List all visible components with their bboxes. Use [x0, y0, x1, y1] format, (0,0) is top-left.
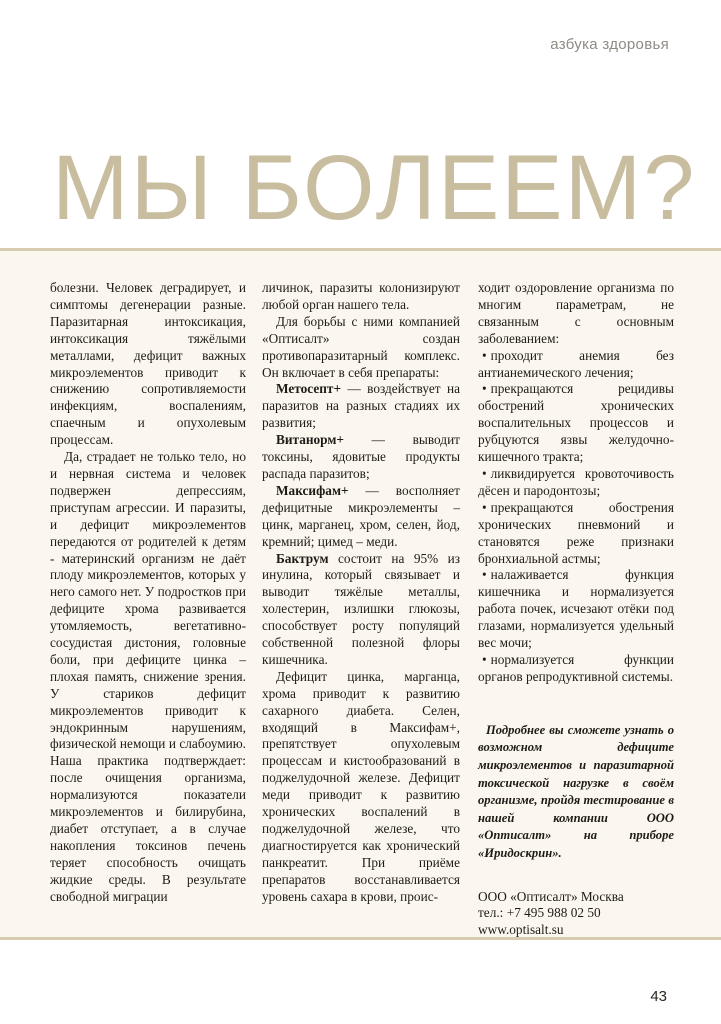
list-item [478, 500, 674, 568]
product-description: — воздействует на паразитов на разных стадиях их развития; [262, 381, 460, 431]
contact-phone: тел.: +7 495 988 02 50 [478, 905, 601, 921]
list-item-text: налаживается функция кишечника и нормализуется работа почек, исчезают отёки под глазами, нормализуется удельный вес мочи; [478, 567, 674, 651]
paragraph: болезни. Человек деградирует, и симптомы дегенерации разные. Паразитарная интоксикация, интоксикация тяжёлыми металлами, дефицит важных микроэлементов приводит к снижению сопротивляемости инфекциям, воспалениям, спаечным и опухолевым процессам. [50, 280, 246, 448]
contact-company: ООО «Оптисалт» Москва [478, 888, 624, 904]
list-item-text: проходит анемия без антианемического лечения; [478, 347, 674, 380]
product-description: состоит на 95% из инулина, который связывает и выводит тяжёлые металлы, холестерин, излишки глюкозы, способствует росту популяций собственной полезной флоры кишечника. [262, 550, 460, 667]
product-baktrum [262, 551, 460, 669]
paragraph: Да, страдает не только тело, но и нервная система и человек подвержен депрессиям, приступам агрессии. И паразиты, и дефицит микроэлементов передаются от родителей к детям - материнский организм не даёт плоду микроэлементов, которых у него самого нет. У подростков при дефиците хрома развивается утомляемость, вегетативно-сосудистая дистония, головные боли, при дефиците цинка – плохая память, снижение зрения. У стариков дефицит микроэлементов приводит к эндокринным нарушениям, физической немощи и слабоумию. Наша практика подтверждает: после очищения организма, нормализуются показатели микроэлементов и билирубина, диабет отступает, а в случае накопления токсинов печень теряет способность очищать жидкие среды. В результате свободной миграции [50, 449, 246, 904]
list-item [478, 348, 674, 382]
list-item [478, 381, 674, 466]
list-item-text: прекращаются обострения хронических пневмоний и становятся реже признаки бронхиальной астмы; [478, 499, 674, 566]
paragraph: ходит оздоровление организма по многим параметрам, не связанным с основным заболеванием: [478, 280, 674, 346]
product-description: — восполняет дефицитные микроэлементы – цинк, марганец, хром, селен, йод, кремний; цимед – меди. [262, 482, 460, 549]
product-name: Максифам+ [276, 482, 349, 498]
list-item [478, 466, 674, 500]
page-number: 43 [650, 988, 667, 1005]
bullet-icon: • [482, 465, 487, 481]
product-name: Витанорм+ [276, 432, 345, 448]
product-description: — выводит токсины, ядовитые продукты распада паразитов; [262, 432, 460, 481]
product-vitanorm [262, 432, 460, 483]
product-metosept [262, 381, 460, 432]
list-item [478, 567, 674, 652]
article-column-2 [262, 280, 460, 906]
product-maksifam [262, 483, 460, 551]
product-name: Метосепт+ [276, 381, 342, 397]
section-tag: азбука здоровья [550, 36, 669, 53]
product-name: Бактрум [276, 550, 329, 566]
bullet-icon: • [482, 651, 487, 667]
bullet-icon: • [482, 567, 487, 583]
list-item [478, 652, 674, 686]
bullet-icon: • [482, 347, 487, 363]
list-item-text: ликвидируется кровоточивость дёсен и пародонтозы; [478, 465, 674, 498]
article-column-3 [478, 280, 674, 939]
paragraph: Дефицит цинка, марганца, хрома приводит к развитию сахарного диабета. Селен, входящий в Максифам+, препятствует опухолевым процессам и кистообразований в поджелудочной железе. Дефицит меди приводит к развитию хронических воспалений в поджелудочной железе, что диагностируется как хронический панкреатит. При приёме препаратов восстанавливается уровень сахара в крови, проис- [262, 668, 460, 904]
paragraph: Для борьбы с ними компанией «Оптисалт» создан противопаразитарный комплекс. Он включает в себя препараты: [262, 313, 460, 380]
paragraph: личинок, паразиты колонизируют любой орган нашего тела. [262, 280, 460, 312]
headline: МЫ БОЛЕЕМ? [52, 137, 697, 239]
bullet-icon: • [482, 381, 487, 397]
contact-website: www.optisalt.su [478, 922, 564, 938]
list-item-text: нормализуется функции органов репродуктивной системы. [478, 651, 674, 684]
list-item-text: прекращаются рецидивы обострений хронических воспалительных процессов и рубцуются язвы желудочно-кишечного тракта; [478, 381, 674, 465]
bullet-icon: • [482, 499, 487, 515]
article-column-1 [50, 280, 246, 906]
info-note: Подробнее вы сможете узнать о возможном дефиците микроэлементов и паразитарной токсической нагрузке в своём организме, пройдя тестирование в нашей компании ООО «Оптисалт» на приборе «Иридоскрин». [478, 722, 674, 860]
